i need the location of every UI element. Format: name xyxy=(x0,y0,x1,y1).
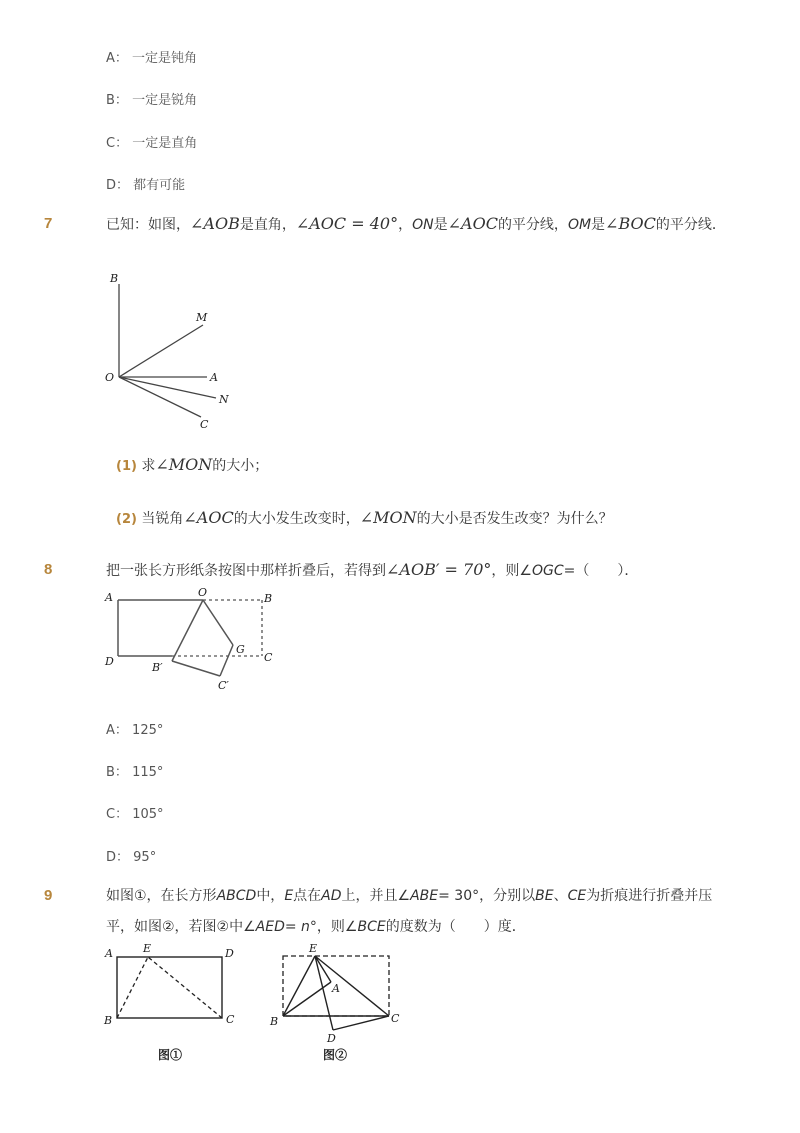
q8-option-c[interactable] xyxy=(106,803,164,822)
label-a: A xyxy=(105,591,113,604)
text: ABCD xyxy=(216,888,257,904)
edge-eb xyxy=(283,956,315,1016)
q9-figure-1 xyxy=(100,940,250,1070)
option-letter: D： xyxy=(106,850,130,865)
text: AD xyxy=(321,888,342,904)
text: OGC xyxy=(531,563,564,579)
math: ∠MON xyxy=(359,508,417,527)
option-letter: B： xyxy=(106,765,128,780)
option-text: 一定是锐角 xyxy=(132,93,198,108)
math: ∠AOB xyxy=(190,214,240,233)
option-letter: B： xyxy=(106,93,128,108)
text: 为折痕进行折叠并压平，如图②，若图②中∠ xyxy=(106,888,713,935)
option-letter: D： xyxy=(106,178,130,193)
text: 是直角， xyxy=(239,217,296,233)
q6-option-c[interactable] xyxy=(106,132,197,151)
question-number-9: 9 xyxy=(44,887,53,904)
option-letter: C： xyxy=(106,136,129,151)
fold-ba xyxy=(283,982,331,1016)
rectangle-abcd xyxy=(117,957,222,1018)
q7-subquestion-1 xyxy=(116,455,268,475)
math: ∠AOB′ = 70° xyxy=(386,560,492,579)
q9-figure-2 xyxy=(265,940,415,1070)
option-letter: A： xyxy=(106,51,128,66)
math: ∠AOC xyxy=(183,508,234,527)
q6-option-b[interactable] xyxy=(106,89,197,108)
q6-option-a[interactable] xyxy=(106,47,197,66)
label-a: A xyxy=(210,371,218,384)
label-b: B xyxy=(270,1015,279,1028)
option-text: 115° xyxy=(132,765,164,780)
fold-ed xyxy=(315,956,333,1030)
text: =（ ）． xyxy=(563,563,639,579)
ray-oc xyxy=(119,377,201,417)
text: E xyxy=(284,888,294,904)
label-a: A xyxy=(105,947,113,960)
q7-angle-figure xyxy=(100,270,240,435)
text: ON xyxy=(412,217,434,233)
figure-2-caption: 图② xyxy=(323,1048,348,1062)
option-letter: A： xyxy=(106,723,128,738)
sub-number: (1) xyxy=(116,459,137,474)
option-text: 一定是钝角 xyxy=(132,51,198,66)
label-b: B xyxy=(110,272,119,285)
math: ∠MON xyxy=(155,455,213,474)
label-n: N xyxy=(219,393,229,406)
text: 如图①，在长方形 xyxy=(106,888,217,904)
label-bp: B′ xyxy=(152,661,163,674)
dashed-ce xyxy=(148,957,222,1018)
text: 是 xyxy=(433,217,448,233)
text: = 30°，分别以 xyxy=(438,888,536,904)
text: n xyxy=(301,919,310,935)
fold-obp xyxy=(172,600,203,661)
label-e: E xyxy=(143,942,152,955)
fold-ea xyxy=(315,956,331,982)
label-e: E xyxy=(309,942,318,955)
label-d: D xyxy=(327,1032,336,1045)
text: 的大小是否发生改变？为什么？ xyxy=(416,511,613,527)
label-g: G xyxy=(236,643,245,656)
math: ∠AOC xyxy=(447,214,498,233)
dashed-be xyxy=(117,957,148,1018)
fold-og xyxy=(203,600,233,645)
q8-option-d[interactable] xyxy=(106,846,156,865)
fold-cpg xyxy=(220,645,233,676)
question-7-text xyxy=(106,208,726,241)
q8-option-b[interactable] xyxy=(106,761,163,780)
option-text: 都有可能 xyxy=(133,178,186,193)
text: 上，并且∠ xyxy=(341,888,411,904)
text: 、 xyxy=(553,888,568,904)
label-d: D xyxy=(105,655,114,668)
text: 当锐角 xyxy=(141,511,184,527)
text: CE xyxy=(567,888,587,904)
text: BE xyxy=(535,888,554,904)
text: ， xyxy=(398,217,413,233)
text: 把一张长方形纸条按图中那样折叠后，若得到 xyxy=(106,563,386,579)
label-c: C xyxy=(264,651,273,664)
text: 已知：如图， xyxy=(106,217,190,233)
text: 中， xyxy=(256,888,285,904)
label-o: O xyxy=(105,371,115,384)
text: 的大小发生改变时， xyxy=(233,511,360,527)
label-b: B xyxy=(104,1014,113,1027)
label-cp: C′ xyxy=(218,679,229,692)
text: 的度数为（ ）度． xyxy=(385,919,526,935)
q8-option-a[interactable] xyxy=(106,719,163,738)
text: 的平分线． xyxy=(655,217,726,233)
option-text: 一定是直角 xyxy=(132,136,198,151)
question-number-8: 8 xyxy=(44,561,53,578)
sub-number: (2) xyxy=(116,512,137,527)
option-letter: C： xyxy=(106,807,129,822)
option-text: 105° xyxy=(132,807,164,822)
math: ∠BOC xyxy=(605,214,656,233)
text: 求 xyxy=(141,458,156,474)
q8-fold-figure xyxy=(100,585,290,695)
q6-option-d[interactable] xyxy=(106,174,185,193)
q7-subquestion-2 xyxy=(116,508,613,528)
label-a: A xyxy=(332,982,340,995)
figure-1-caption: 图① xyxy=(158,1048,183,1062)
text: ，则∠ xyxy=(491,563,532,579)
label-d: D xyxy=(225,947,234,960)
text: 的平分线， xyxy=(497,217,568,233)
ray-om xyxy=(119,325,203,377)
text: °，则∠ xyxy=(309,919,358,935)
label-c: C xyxy=(391,1012,400,1025)
text: 的大小； xyxy=(212,458,269,474)
text: BCE xyxy=(357,919,386,935)
question-8-text xyxy=(106,554,726,587)
text: OM xyxy=(567,217,592,233)
text: AED xyxy=(255,919,285,935)
text: 是 xyxy=(591,217,606,233)
question-number-7: 7 xyxy=(44,215,53,232)
option-text: 125° xyxy=(132,723,164,738)
fold-bpcp xyxy=(172,661,220,676)
label-o: O xyxy=(198,586,208,599)
text: 点在 xyxy=(293,888,322,904)
label-c: C xyxy=(226,1013,235,1026)
option-text: 95° xyxy=(133,850,157,865)
label-m: M xyxy=(196,311,208,324)
fold-dc xyxy=(333,1016,389,1030)
text: ABE xyxy=(410,888,439,904)
ray-on xyxy=(119,377,216,398)
question-9-text xyxy=(106,881,718,943)
label-b: B xyxy=(264,592,273,605)
math: ∠AOC = 40° xyxy=(295,214,399,233)
text: = xyxy=(284,919,302,935)
label-c: C xyxy=(200,418,209,431)
